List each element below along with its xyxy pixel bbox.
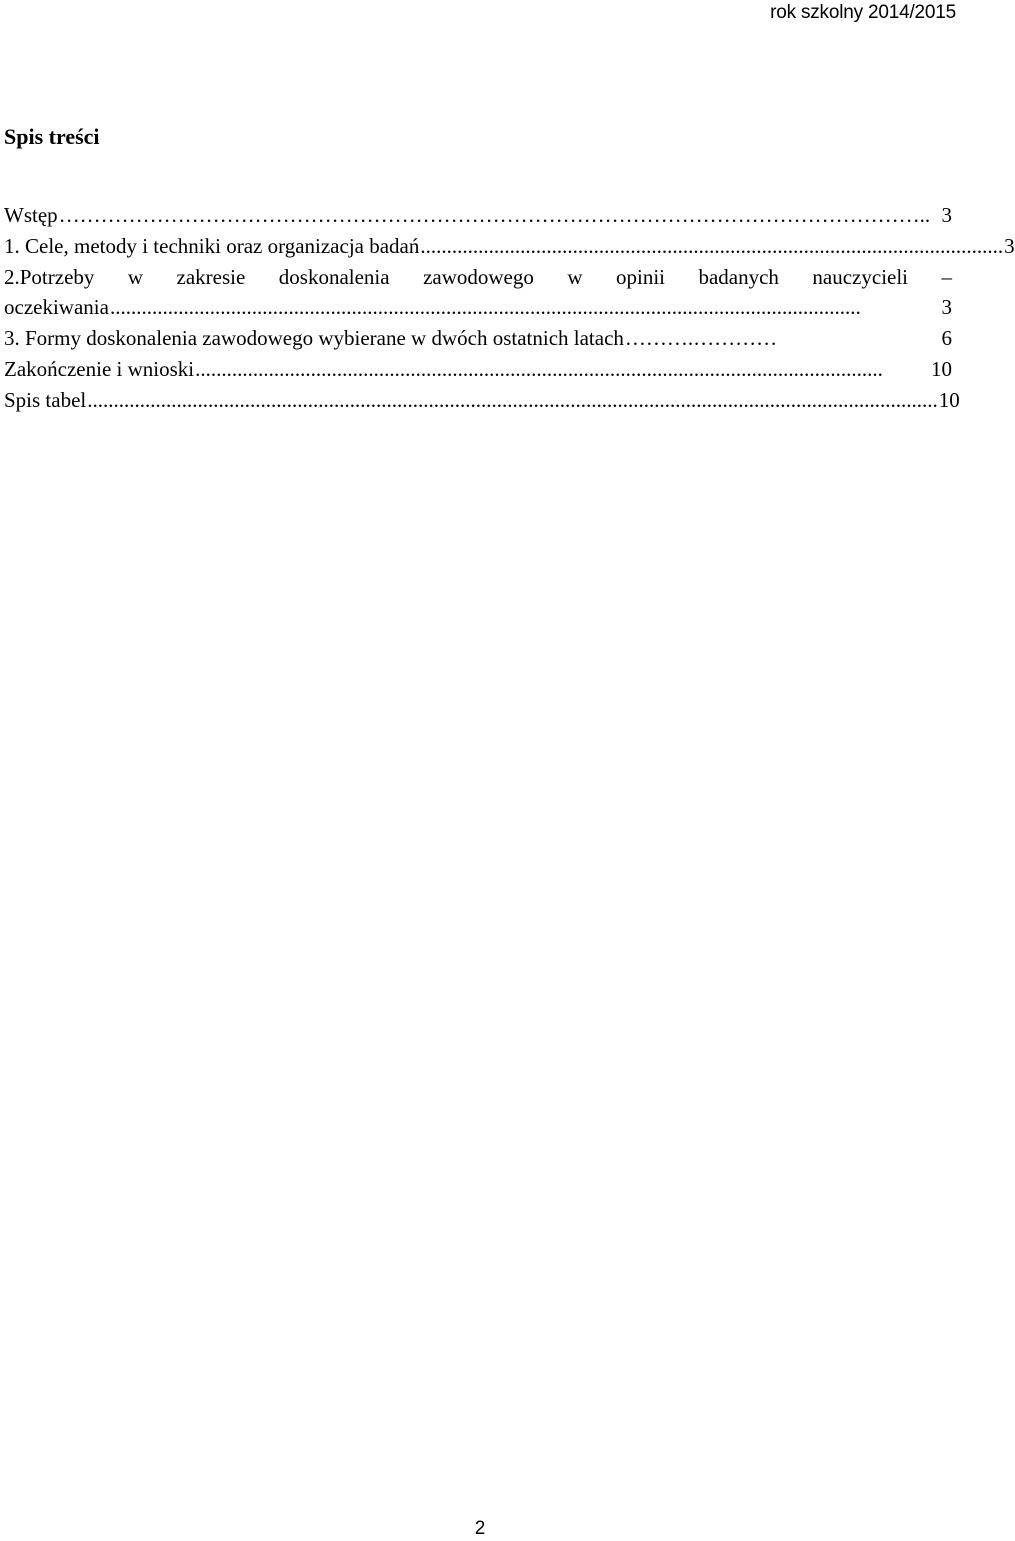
toc-entry-formy-doskonalenia[interactable] xyxy=(4,323,952,354)
toc-page-number: 10 xyxy=(938,387,960,412)
toc-leader: .................................................................................................................................................................. xyxy=(87,387,938,412)
toc-entry-text: Wstęp xyxy=(4,203,58,227)
toc-entry-potrzeby[interactable] xyxy=(4,262,952,324)
toc-entry-spis-tabel[interactable] xyxy=(4,385,960,416)
toc-entry-wstep[interactable] xyxy=(4,200,952,231)
toc-leader: ............................................................................................................... xyxy=(420,233,1004,258)
toc-entry-text: 3. Formy doskonalenia zawodowego wybierane w dwóch ostatnich latach xyxy=(4,326,624,351)
toc-title: Spis treści xyxy=(4,124,100,149)
toc-leader: ............................................................................................................................................... xyxy=(109,295,861,320)
toc-page-number: 3 xyxy=(941,295,952,320)
toc-leader: …………………………………………………………………………………………………………….. xyxy=(58,203,931,227)
toc-leader: ……….………… xyxy=(624,326,778,351)
table-of-contents xyxy=(4,200,1015,416)
toc-entry-text: Spis tabel xyxy=(4,387,87,412)
page-number: 2 xyxy=(474,1518,486,1539)
toc-entry-text-line2: oczekiwania xyxy=(4,295,109,320)
document-header-school-year: rok szkolny 2014/2015 xyxy=(770,2,956,23)
toc-entry-text: Zakończenie i wnioski xyxy=(4,356,195,381)
toc-entry-cele-metody[interactable] xyxy=(4,231,1015,262)
toc-leader: ................................................................................................................................... xyxy=(195,356,883,381)
toc-page-number: 6 xyxy=(941,326,952,351)
toc-entry-text-line1: 2.Potrzeby w zakresie doskonalenia zawodowego w opinii badanych nauczycieli – xyxy=(4,264,952,289)
toc-page-number: 10 xyxy=(931,356,952,381)
toc-entry-text: 1. Cele, metody i techniki oraz organizacja badań xyxy=(4,233,420,258)
toc-page-number: 3 xyxy=(941,203,952,227)
toc-page-number: 3 xyxy=(1004,233,1015,258)
toc-entry-zakonczenie[interactable] xyxy=(4,354,952,385)
